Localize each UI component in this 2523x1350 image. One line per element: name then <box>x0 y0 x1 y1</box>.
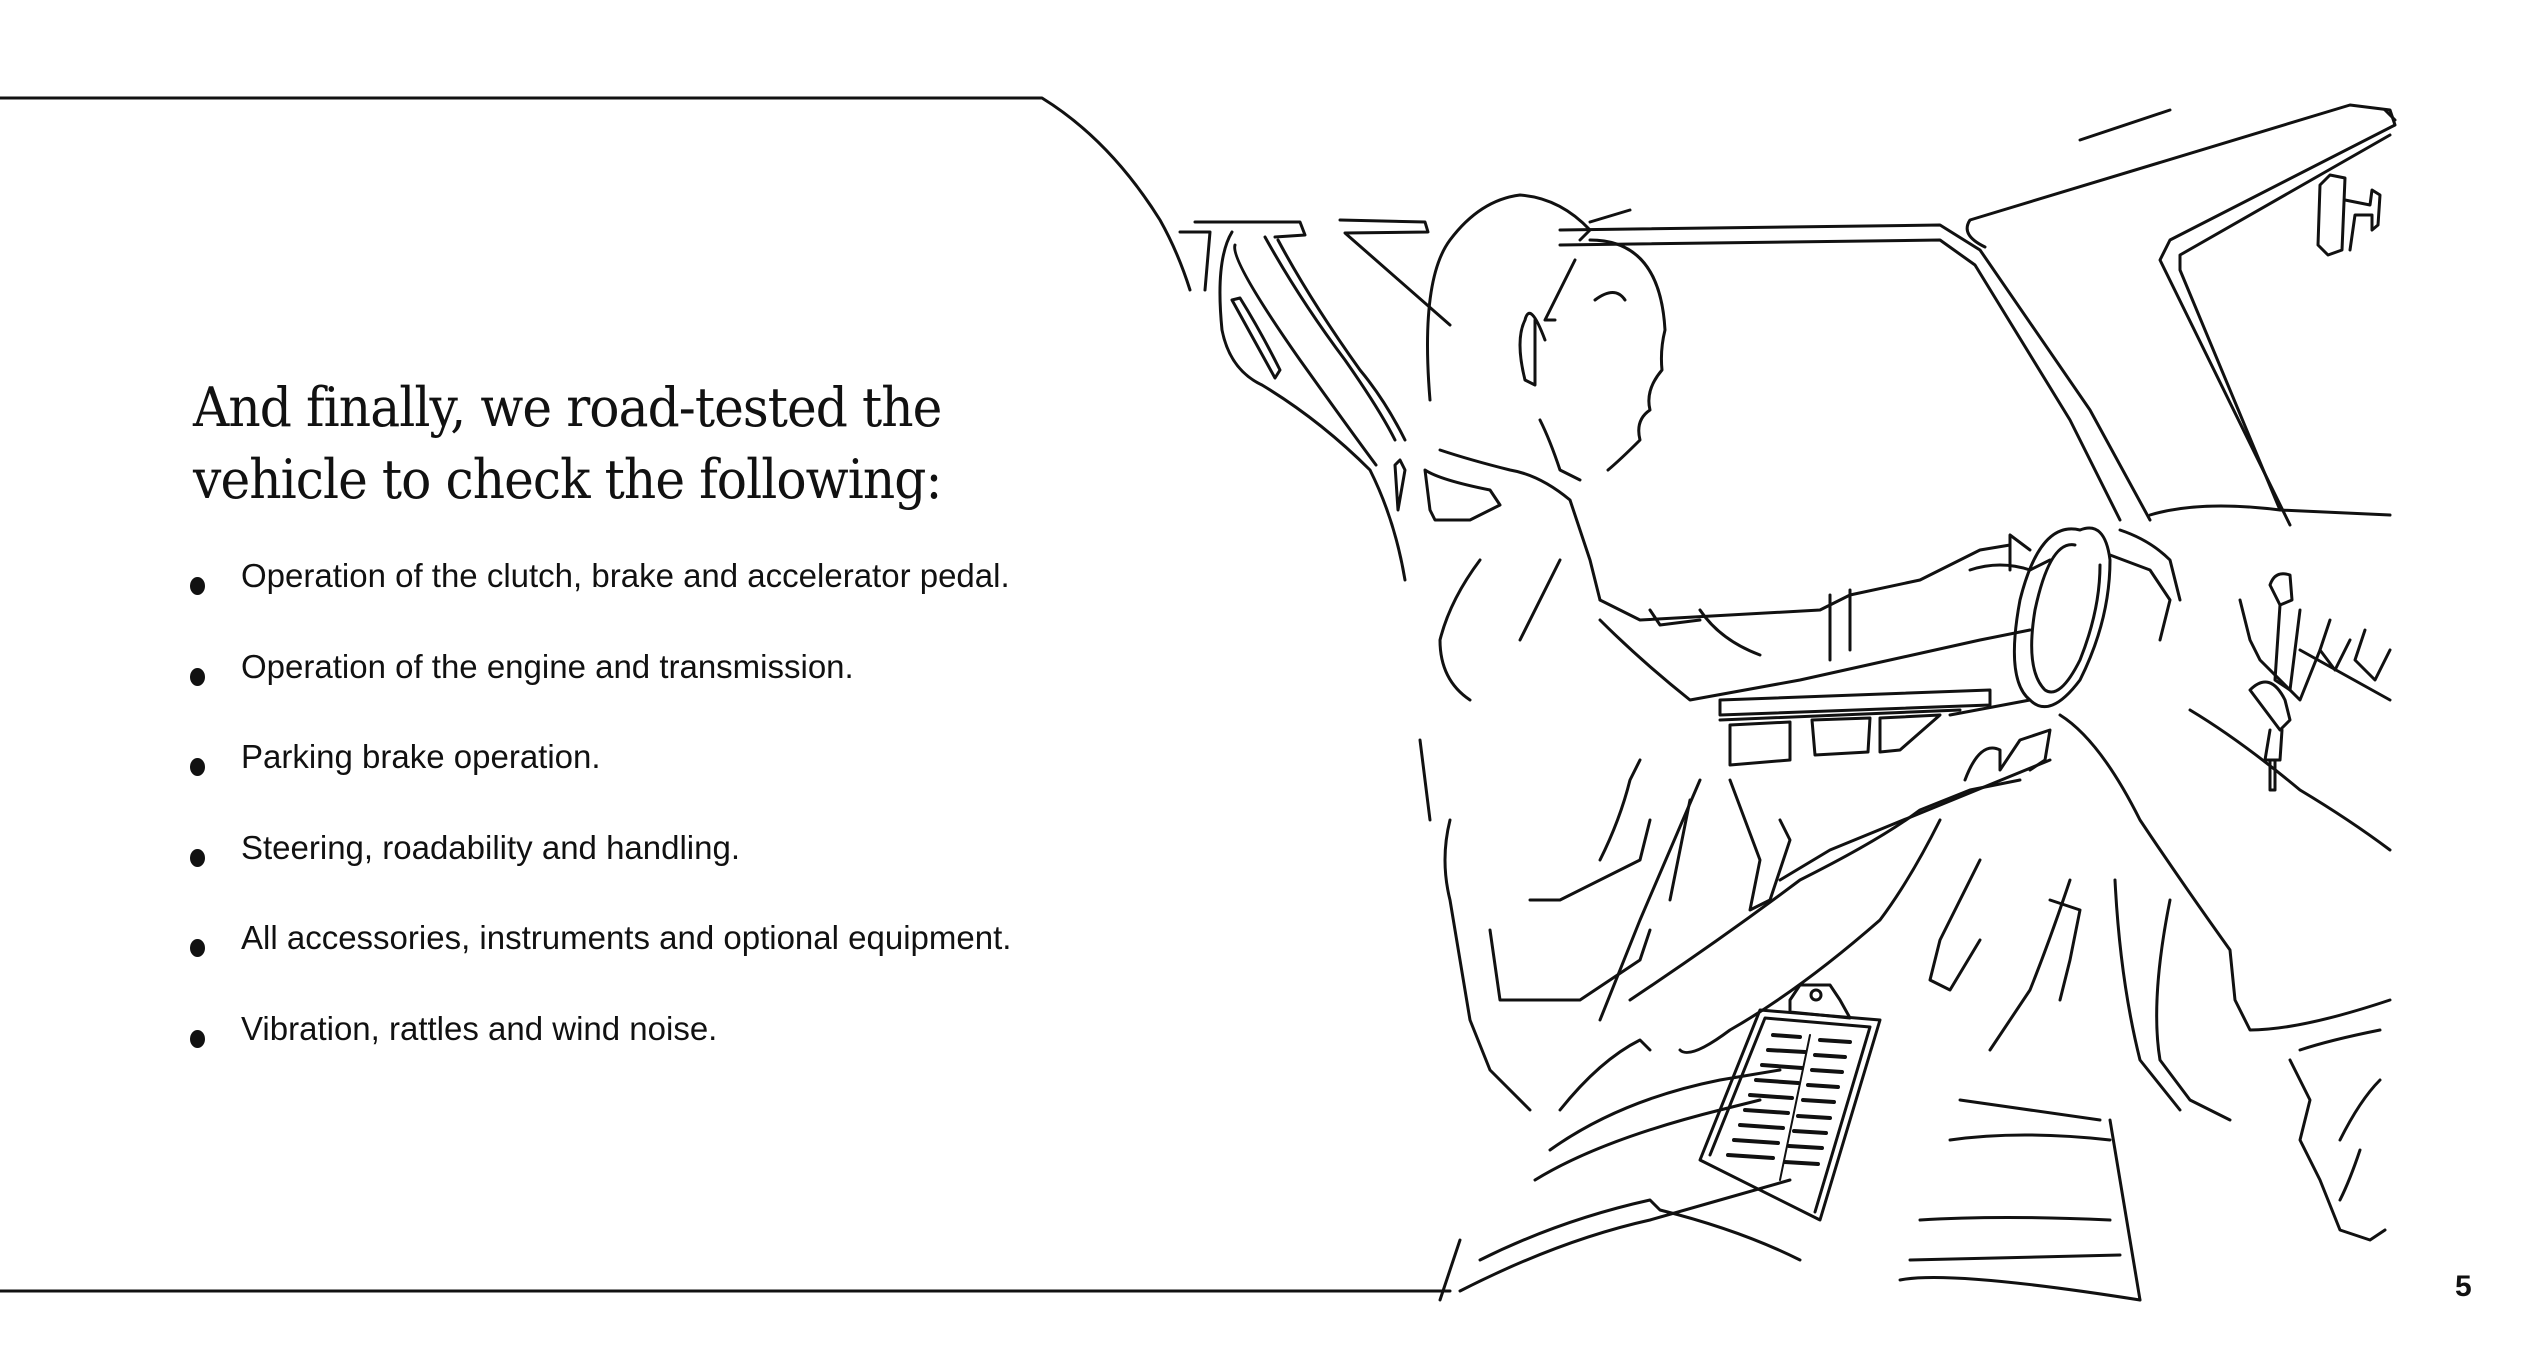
checklist-item <box>190 829 1011 920</box>
checklist-item <box>190 919 1011 1010</box>
checklist-item <box>190 738 1011 829</box>
checklist-item <box>190 557 1011 648</box>
checklist-item-text: All accessories, instruments and optional equipment. <box>241 919 1012 956</box>
windshield-drawing <box>1560 105 2395 525</box>
gear-shifter-drawing <box>2190 574 2390 850</box>
checklist-item-text: Steering, roadability and handling. <box>241 828 741 866</box>
road-test-checklist <box>190 557 1011 1100</box>
bullet-icon <box>190 939 205 957</box>
bullet-icon <box>190 758 205 776</box>
steering-wheel-drawing <box>1970 528 2180 707</box>
checklist-item-text: Operation of the engine and transmission. <box>241 647 854 685</box>
bullet-icon <box>190 849 205 867</box>
driver-body-drawing <box>1425 450 2030 700</box>
bullet-icon <box>190 668 205 686</box>
checklist-item-text: Vibration, rattles and wind noise. <box>241 1009 718 1047</box>
checklist-item <box>190 1010 1011 1101</box>
checklist-item-text: Parking brake operation. <box>241 738 601 775</box>
door-pillar-drawing <box>1180 220 1450 580</box>
checklist-item-text: Operation of the clutch, brake and accelerator pedal. <box>241 557 1010 594</box>
bullet-icon <box>190 577 205 595</box>
dashboard-drawing <box>1720 690 2390 1030</box>
rear-view-mirror-drawing <box>2318 175 2380 255</box>
clipboard-drawing <box>1700 985 1880 1220</box>
bullet-icon <box>190 1030 205 1048</box>
driver-head-drawing <box>1428 195 1666 480</box>
heading-line-2: vehicle to check the following: <box>193 448 942 511</box>
heading-line-1: And finally, we road-tested the <box>193 376 942 439</box>
floor-drawing <box>1440 1040 2140 1300</box>
page-heading <box>193 372 1030 516</box>
checklist-item <box>190 648 1011 739</box>
page-number: 5 <box>2455 1270 2472 1303</box>
